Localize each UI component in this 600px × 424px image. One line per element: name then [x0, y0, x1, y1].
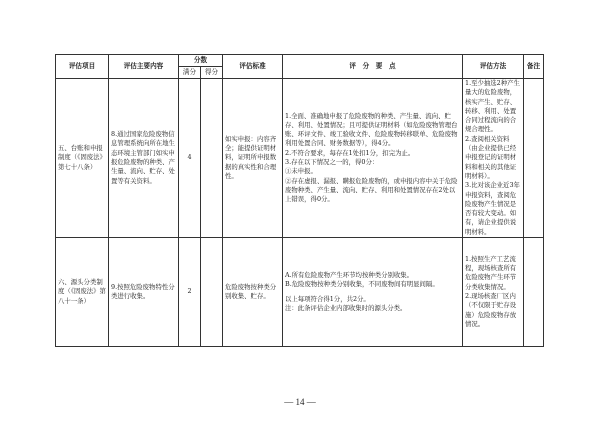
row-points	[283, 238, 463, 347]
point-line: 1.全面、准确地申报了危险废物的种类、产生量、流向、贮存、利用、处置情况；且可提供证明材料（如危险废物管理台账、环评文件、竣工验收文件、危险废物转移联单、危险废物利用处置合同、财务数据等），得4分。	[285, 111, 458, 148]
point-line: 以上每项符合得1分，共2分。	[285, 294, 370, 303]
row-standard: 危险废物按种类分别收集、贮存。	[223, 238, 283, 347]
row-points	[283, 79, 463, 238]
point-line: 2.不符合要求，每存在1处扣1分，扣完为止。	[285, 148, 415, 157]
method-line: 1.至少抽选2种产生量大的危险废物，核实产生、贮存、转移、利用、处置合同过程流向的合规合理性。	[465, 79, 520, 134]
row-content: 9.按照危险废物特性分类进行收集。	[109, 238, 179, 347]
table-row	[56, 238, 544, 347]
row-got-score	[201, 79, 223, 238]
method-line: 3.比对该企业近3年申报资料，查阅危险废物产生情况是否有较大变动。如有，请企业提供说明材料。	[465, 181, 520, 236]
row-method	[463, 238, 524, 347]
point-line: 3.存在以下情况之一的，得0分：	[285, 158, 379, 167]
header-remark: 备注	[524, 55, 544, 79]
row-item: 五、台账和申报制度（《固废法》第七十八条）	[56, 79, 109, 238]
header-standard: 评估标准	[223, 55, 283, 79]
table-header-row	[56, 55, 544, 67]
table-row	[56, 79, 544, 238]
point-line: B.危险废物按种类分别收集，不同废物间有明显间隔。	[285, 280, 439, 289]
header-item: 评估项目	[56, 55, 109, 79]
header-score: 分数	[179, 55, 223, 67]
point-line: A.所有危险废物产生环节均按种类分别收集。	[285, 270, 414, 279]
header-points: 评 分 要 点	[283, 55, 463, 79]
header-method: 评估方法	[463, 55, 524, 79]
header-full-score: 满分	[179, 67, 201, 79]
method-line: 2.现场核查厂区内（不仅限于贮存设施）危险废物存放情况。	[465, 292, 517, 328]
row-method	[463, 79, 524, 238]
point-line: ②存在虚报、漏报、瞒报危险废物的，或申报内容中关于危险废物种类、产生量、流向、贮存、利用和处置情况存在2处以上错误，得0分。	[285, 176, 458, 204]
point-line: ①未申报。	[285, 167, 317, 176]
page-number: — 14 —	[284, 397, 316, 407]
row-remark	[524, 238, 544, 347]
point-line: 注：此条评估企业内部收集时的源头分类。	[285, 303, 407, 312]
header-content: 评估主要内容	[109, 55, 179, 79]
header-got-score: 得分	[201, 67, 223, 79]
row-got-score	[201, 238, 223, 347]
method-line: 1.按照生产工艺流程，现场核查所有危险废物产生环节分类收集情况。	[465, 254, 517, 291]
row-remark	[524, 79, 544, 238]
row-item: 六、源头分类制度（《固废法》第八十一条）	[56, 238, 109, 347]
row-content: 8.通过国家危险废物信息管理系统向所在地生态环境主管部门如实申报危险废物的种类、产生量、流向、贮存、处置等有关资料。	[109, 79, 179, 238]
evaluation-table	[55, 54, 544, 347]
row-full-score: 2	[179, 238, 201, 347]
method-line: 2.查阅相关资料（由企业提供已经申报登记的证明材料和相关的其他证明材料）。	[465, 134, 517, 180]
row-full-score: 4	[179, 79, 201, 238]
row-standard: 如实申报：内容齐全；能提供证明材料，证明所申报数据的真实性和合理性。	[223, 79, 283, 238]
